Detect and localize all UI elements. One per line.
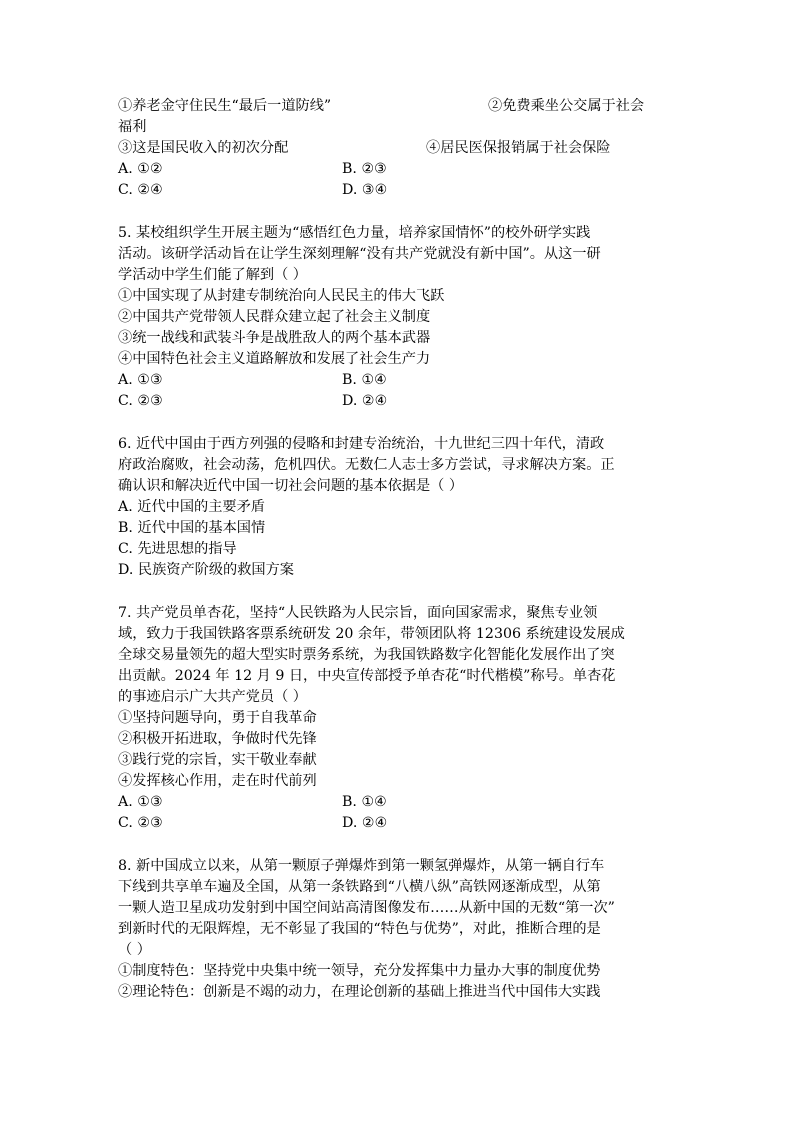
q6-choice-b: B. 近代中国的基本国情 [118,520,266,536]
q7-choice-b: B. ①④ [342,794,387,810]
q8-stem-line-4: 到新时代的无限辉煌，无不彰显了我国的“特色与优势”，对此，推断合理的是 [118,921,601,937]
exam-page [118,96,678,1003]
q7-stem-line-3: 全球交易量领先的超大型实时票务系统，为我国铁路数字化智能化发展作出了突 [118,647,615,663]
spacer [118,834,678,856]
q5-stem-line-1: 5. 某校组织学生开展主题为“感悟红色力量，培养家国情怀”的校外研学实践 [118,225,591,241]
q5-option-2: ②中国共产党带领人民群众建立起了社会主义制度 [118,309,431,325]
q6-choice-c: C. 先进思想的指导 [118,541,237,557]
q8-stem-line-2: 下线到共享单车遍及全国，从第一条铁路到“八横八纵”高铁网逐渐成型，从第 [118,879,601,895]
q7-stem-line-1: 7. 共产党员单杏花，坚持“人民铁路为人民宗旨，面向国家需求，聚焦专业领 [118,605,598,621]
q7-choices-row-1 [118,792,678,813]
q5-stem-line-2: 活动。该研学活动旨在让学生深刻理解“没有共产党就没有新中国”。从这一研 [118,246,601,262]
q4-option-4: ④居民医保报销属于社会保险 [426,140,611,156]
spacer [118,412,678,434]
q5-option-4: ④中国特色社会主义道路解放和发展了社会生产力 [118,351,431,367]
q8-stem-line-5: （ ） [118,942,151,958]
q7-option-2: ②积极开拓进取，争做时代先锋 [118,731,317,747]
q6-stem-line-3: 确认识和解决近代中国一切社会问题的基本依据是（ ） [118,478,464,494]
q7-option-1: ①坚持问题导向，勇于自我革命 [118,710,317,726]
q4-choice-b: B. ②③ [342,161,387,177]
q6-choice-a: A. 近代中国的主要矛盾 [118,499,265,515]
q5-stem-line-3: 学活动中学生们能了解到（ ） [118,267,307,283]
q4-option-3: ③这是国民收入的初次分配 [118,140,289,156]
q4-option-1: ①养老金守住民生“最后一道防线” [118,98,332,114]
q4-choices-row-2 [118,180,678,201]
q6-stem-line-2: 府政治腐败，社会动荡，危机四伏。无数仁人志士多方尝试，寻求解决方案。正 [118,457,615,473]
q5-choice-b: B. ①④ [342,372,387,388]
q7-option-3: ③践行党的宗旨，实干敬业奉献 [118,752,317,768]
q5-choice-d: D. ②④ [342,393,388,409]
spacer [118,201,678,223]
q5-choices-row-1 [118,370,678,391]
q4-options-row-2 [118,138,678,159]
q4-choice-c: C. ②④ [118,182,163,198]
q8-stem-line-1: 8. 新中国成立以来，从第一颗原子弹爆炸到第一颗氢弹爆炸，从第一辆自行车 [118,858,605,874]
q5-choice-a: A. ①③ [118,372,163,388]
q4-options-row-1 [118,96,678,117]
q4-choice-d: D. ③④ [342,182,388,198]
q7-stem-line-2: 域，致力于我国铁路客票系统研发 20 余年，带领团队将 12306 系统建设发展成 [118,626,625,642]
q8-stem-line-3: 一颗人造卫星成功发射到中国空间站高清图像发布……从新中国的无数“第一次” [118,900,615,916]
q7-stem-line-4: 出贡献。2024 年 12 月 9 日，中央宣传部授予单杏花“时代楷模”称号。单杏花 [118,668,616,684]
q7-choice-d: D. ②④ [342,815,388,831]
q7-choices-row-2 [118,813,678,834]
q4-option-2: ②免费乘坐公交属于社会 [488,98,645,114]
q8-option-1: ①制度特色：坚持党中央集中统一领导，充分发挥集中力量办大事的制度优势 [118,963,601,979]
q5-choices-row-2 [118,391,678,412]
q7-choice-a: A. ①③ [118,794,163,810]
q4-choice-a: A. ①② [118,161,163,177]
spacer [118,581,678,603]
q8-option-2: ②理论特色：创新是不竭的动力，在理论创新的基础上推进当代中国伟大实践 [118,984,601,1000]
q5-option-1: ①中国实现了从封建专制统治向人民民主的伟大飞跃 [118,288,445,304]
q5-choice-c: C. ②③ [118,393,163,409]
q6-choice-d: D. 民族资产阶级的救国方案 [118,562,294,578]
q6-stem-line-1: 6. 近代中国由于西方列强的侵略和封建专治统治，十九世纪三四十年代，清政 [118,436,605,452]
q7-stem-line-5: 的事迹启示广大共产党员（ ） [118,689,307,705]
q4-option-2-wrap: 福利 [118,119,147,135]
q5-option-3: ③统一战线和武装斗争是战胜敌人的两个基本武器 [118,330,431,346]
q7-option-4: ④发挥核心作用，走在时代前列 [118,773,317,789]
q4-choices-row-1 [118,159,678,180]
q7-choice-c: C. ②③ [118,815,163,831]
